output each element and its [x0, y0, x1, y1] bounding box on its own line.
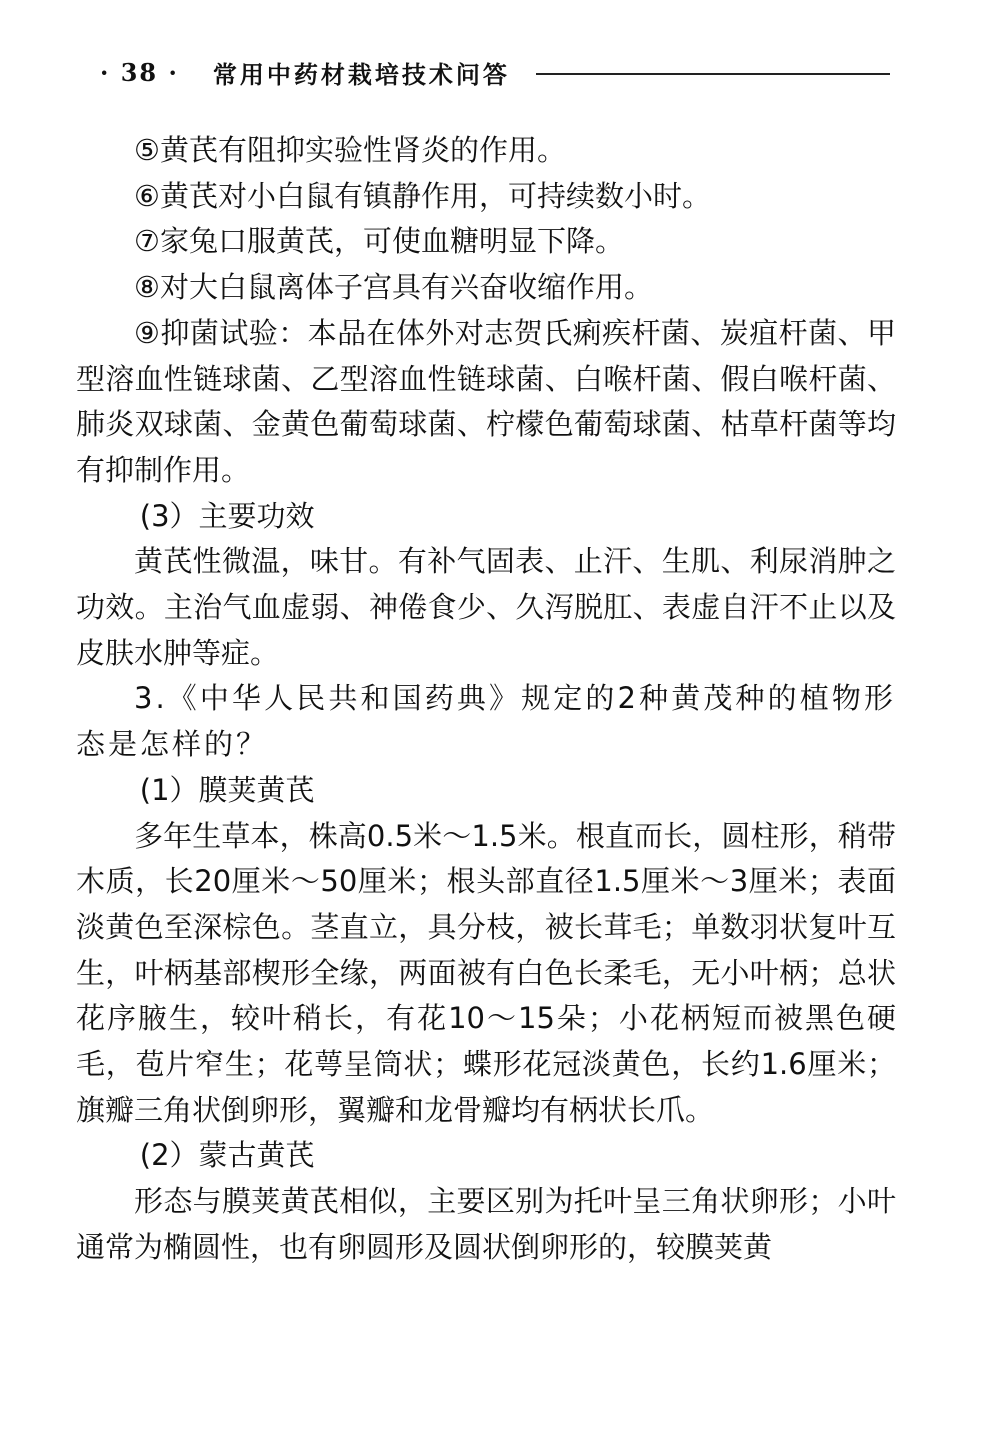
question-heading: 3.《中华人民共和国药典》规定的2种黄茂种的植物形态是怎样的？ [76, 681, 896, 762]
paragraph-menggu-huangqi: 形态与膜荚黄芪相似，主要区别为托叶呈三角状卵形；小叶通常为椭圆性，也有卵圆形及圆状倒卵形的，较膜荚黄 [76, 1184, 896, 1264]
running-header [100, 52, 890, 92]
paragraph-main-effects: 黄芪性微温，味甘。有补气固表、止汗、生肌、利尿消肿之功效。主治气血虚弱、神倦食少、久泻脱肛、表虚自汗不止以及皮肤水肿等症。 [76, 544, 896, 670]
paragraph-item-6: ⑥黄芪对小白鼠有镇静作用，可持续数小时。 [134, 178, 711, 213]
paragraph-mojia-huangqi: 多年生草本，株高0.5米～1.5米。根直而长，圆柱形，稍带木质，长20厘米～50厘米；根头部直径1.5厘米～3厘米；表面淡黄色至深棕色。茎直立，具分枝，被长茸毛；单数羽状复叶互生，叶柄基部楔形全缘，两面被有白色长柔毛，无小叶柄；总状花序腋生，较叶稍长，有花10～15朵；小花柄短而被黑色硬毛，苞片窄生；花萼呈筒状；蝶形花冠淡黄色，长约1.6厘米；旗瓣三角状倒卵形，翼瓣和龙骨瓣均有柄状长爪。 [76, 818, 896, 1127]
subheading-main-effects: (3）主要功效 [139, 498, 315, 533]
page-number: · 38 · [100, 57, 179, 87]
book-title: 常用中药材栽培技术问答 [212, 59, 510, 89]
header-rule [536, 73, 890, 75]
paragraph-item-8: ⑧对大白鼠离体子宫具有兴奋收缩作用。 [134, 270, 653, 305]
subheading-menggu-huangqi: (2）蒙古黄芪 [139, 1138, 315, 1173]
paragraph-item-7: ⑦家兔口服黄芪，可使血糖明显下降。 [134, 224, 624, 259]
paragraph-item-9: ⑨抑菌试验：本品在体外对志贺氏痢疾杆菌、炭疽杆菌、甲型溶血性链球菌、乙型溶血性链球菌、白喉杆菌、假白喉杆菌、肺炎双球菌、金黄色葡萄球菌、柠檬色葡萄球菌、枯草杆菌等均有抑制作用。 [76, 315, 896, 487]
subheading-mojia-huangqi: (1）膜荚黄芪 [139, 772, 315, 807]
page-body [76, 128, 896, 1271]
paragraph-item-5: ⑤黄芪有阻抑实验性肾炎的作用。 [134, 133, 566, 167]
